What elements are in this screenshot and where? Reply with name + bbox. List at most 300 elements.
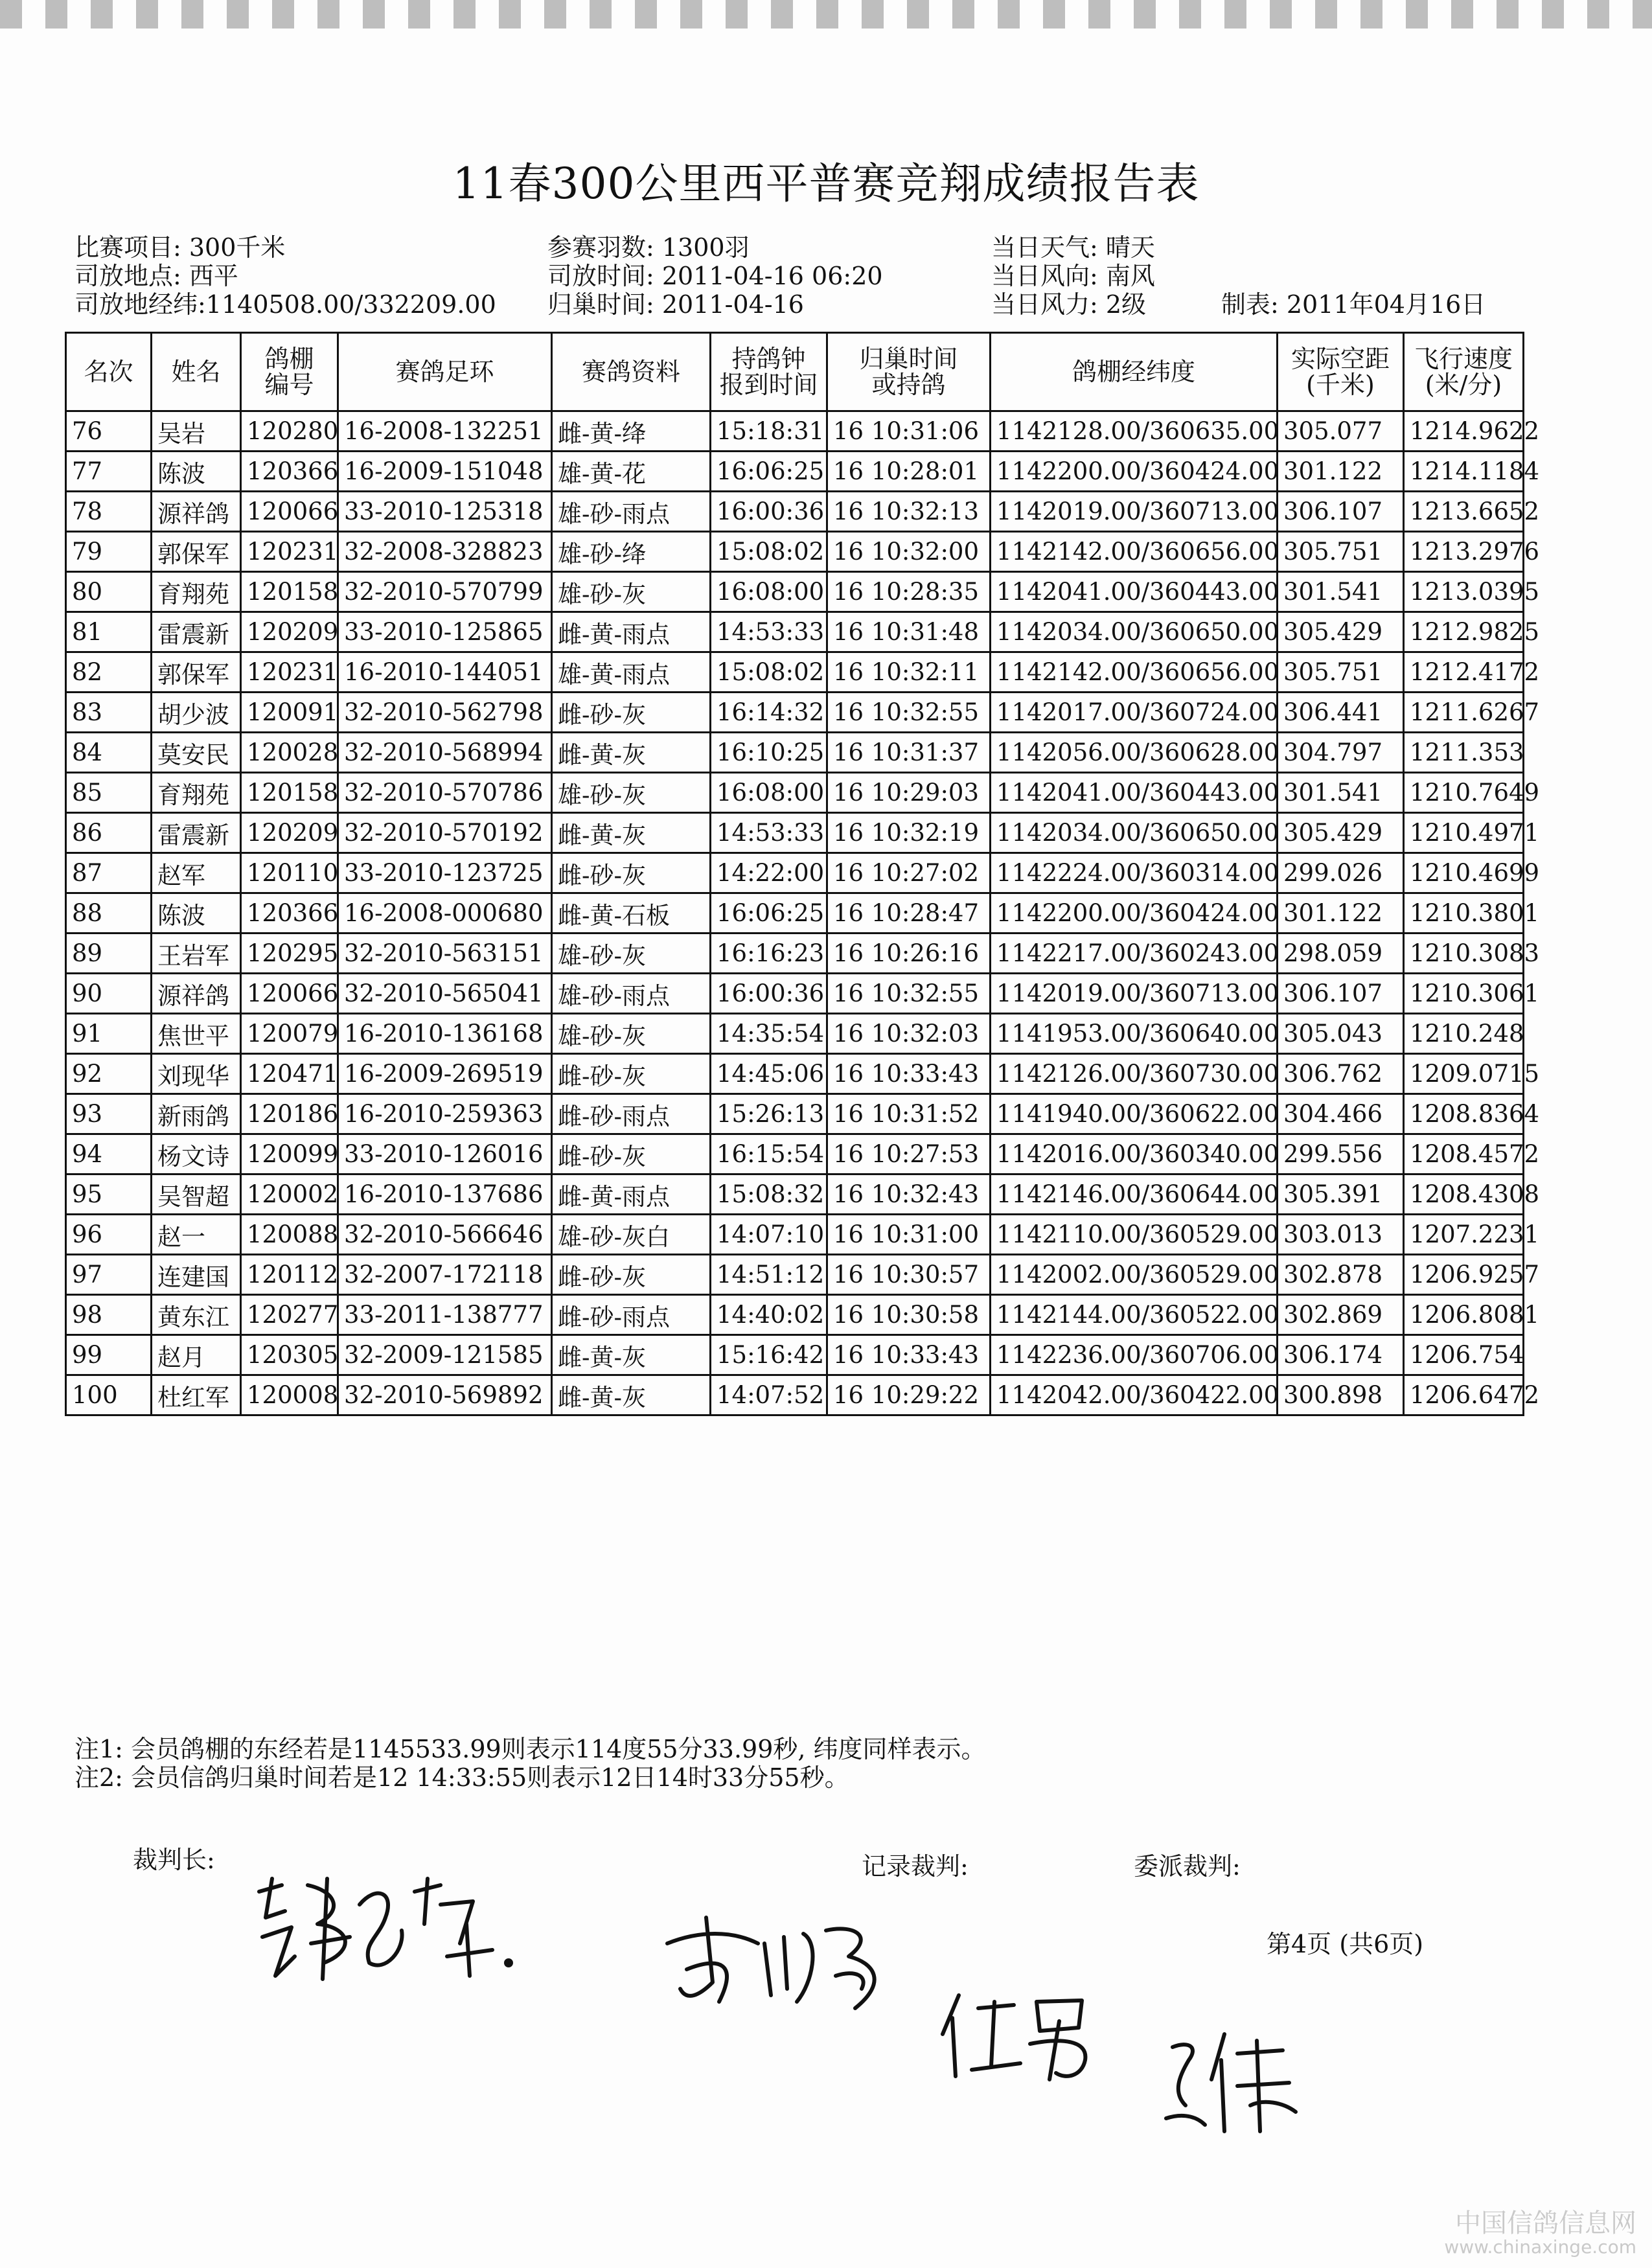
table-cell: 304.466 (1278, 1094, 1404, 1134)
info-release-coords: 司放地经纬:1140508.00/332209.00 (75, 290, 496, 319)
table-cell: 306.441 (1278, 693, 1404, 733)
table-cell: 120008 (241, 1375, 338, 1415)
table-cell: 32-2010-570786 (338, 773, 552, 813)
table-cell: 16 10:32:55 (827, 693, 991, 733)
table-cell: 120366 (241, 452, 338, 492)
table-cell: 92 (66, 1054, 152, 1094)
table-cell: 16 10:29:22 (827, 1375, 991, 1415)
table-cell: 雌-黄-雨点 (552, 1174, 711, 1215)
table-cell: 301.541 (1278, 773, 1404, 813)
table-cell: 120209 (241, 813, 338, 853)
note-1: 注1: 会员鸽棚的东经若是1145533.99则表示114度55分33.99秒, 纬度同样表示。 (75, 1735, 986, 1763)
table-cell: 雌-砂-灰 (552, 1255, 711, 1295)
table-cell: 王岩军 (152, 934, 241, 974)
table-row (66, 452, 1524, 492)
table-cell: 14:53:33 (711, 813, 827, 853)
table-cell: 16 10:32:19 (827, 813, 991, 853)
table-cell: 16:08:00 (711, 572, 827, 612)
table-cell: 1142142.00/360656.00 (991, 532, 1278, 572)
table-cell: 赵军 (152, 853, 241, 893)
table-cell: 33-2010-126016 (338, 1134, 552, 1174)
table-cell: 83 (66, 693, 152, 733)
table-cell: 98 (66, 1295, 152, 1335)
table-cell: 120295 (241, 934, 338, 974)
table-cell: 120158 (241, 572, 338, 612)
table-cell: 80 (66, 572, 152, 612)
table-cell: 1214.9622 (1404, 411, 1524, 452)
table-cell: 雌-砂-灰 (552, 1054, 711, 1094)
table-cell: 305.429 (1278, 612, 1404, 652)
table-row (66, 773, 1524, 813)
column-header-line: 归巢时间 (859, 345, 958, 373)
column-header-line: 鸽棚经纬度 (1072, 358, 1195, 386)
table-row (66, 1094, 1524, 1134)
table-cell: 1207.2231 (1404, 1215, 1524, 1255)
table-cell: 1212.9825 (1404, 612, 1524, 652)
table-cell: 1142019.00/360713.00 (991, 492, 1278, 532)
table-cell: 16 10:32:55 (827, 974, 991, 1014)
table-row (66, 1335, 1524, 1375)
table-cell: 120091 (241, 693, 338, 733)
table-cell: 14:51:12 (711, 1255, 827, 1295)
table-cell: 雄-砂-灰 (552, 1014, 711, 1054)
table-cell: 雄-砂-灰 (552, 773, 711, 813)
table-cell: 32-2010-570192 (338, 813, 552, 853)
table-cell: 1206.6472 (1404, 1375, 1524, 1415)
table-cell: 16 10:31:52 (827, 1094, 991, 1134)
table-cell: 1213.6652 (1404, 492, 1524, 532)
table-cell: 16 10:27:53 (827, 1134, 991, 1174)
table-cell: 14:22:00 (711, 853, 827, 893)
table-cell: 16 10:32:13 (827, 492, 991, 532)
table-cell: 81 (66, 612, 152, 652)
table-cell: 16-2010-144051 (338, 652, 552, 693)
table-cell: 16-2010-136168 (338, 1014, 552, 1054)
table-cell: 1141940.00/360622.00 (991, 1094, 1278, 1134)
table-cell: 郭保军 (152, 532, 241, 572)
table-cell: 莫安民 (152, 733, 241, 773)
table-cell: 302.878 (1278, 1255, 1404, 1295)
table-cell: 305.077 (1278, 411, 1404, 452)
table-cell: 雌-砂-灰 (552, 853, 711, 893)
table-cell: 吴岩 (152, 411, 241, 452)
table-cell: 16:16:23 (711, 934, 827, 974)
column-header (152, 333, 241, 411)
table-cell: 16:00:36 (711, 974, 827, 1014)
table-cell: 16 10:28:35 (827, 572, 991, 612)
table-cell: 93 (66, 1094, 152, 1134)
table-header-row (66, 333, 1524, 411)
table-cell: 16 10:30:58 (827, 1295, 991, 1335)
table-row (66, 652, 1524, 693)
table-cell: 16 10:26:16 (827, 934, 991, 974)
table-row (66, 1375, 1524, 1415)
table-cell: 15:08:02 (711, 532, 827, 572)
table-cell: 雌-黄-灰 (552, 1335, 711, 1375)
table-cell: 32-2010-570799 (338, 572, 552, 612)
table-cell: 14:07:10 (711, 1215, 827, 1255)
info-event: 比赛项目: 300千米 (75, 233, 286, 262)
table-cell: 育翔苑 (152, 572, 241, 612)
table-cell: 87 (66, 853, 152, 893)
table-cell: 14:35:54 (711, 1014, 827, 1054)
watermark-url: www.chinaxinge.com (1444, 2236, 1636, 2258)
table-cell: 雄-砂-灰白 (552, 1215, 711, 1255)
table-cell: 1142142.00/360656.00 (991, 652, 1278, 693)
table-cell: 120079 (241, 1014, 338, 1054)
table-cell: 32-2010-565041 (338, 974, 552, 1014)
table-cell: 14:40:02 (711, 1295, 827, 1335)
scan-perforation-edge (0, 0, 1652, 29)
table-cell: 301.122 (1278, 893, 1404, 934)
table-cell: 1214.1184 (1404, 452, 1524, 492)
table-cell: 1142034.00/360650.00 (991, 813, 1278, 853)
table-cell: 1210.4699 (1404, 853, 1524, 893)
table-cell: 306.107 (1278, 974, 1404, 1014)
table-cell: 32-2009-121585 (338, 1335, 552, 1375)
table-cell: 90 (66, 974, 152, 1014)
watermark-site-name: 中国信鸽信息网 (1455, 2208, 1636, 2238)
table-row (66, 813, 1524, 853)
table-cell: 1206.9257 (1404, 1255, 1524, 1295)
table-cell: 88 (66, 893, 152, 934)
table-cell: 16-2008-000680 (338, 893, 552, 934)
table-cell: 16 10:32:00 (827, 532, 991, 572)
table-cell: 15:08:32 (711, 1174, 827, 1215)
table-row (66, 1014, 1524, 1054)
table-row (66, 532, 1524, 572)
table-cell: 32-2010-569892 (338, 1375, 552, 1415)
table-cell: 120002 (241, 1174, 338, 1215)
table-row (66, 693, 1524, 733)
table-cell: 刘现华 (152, 1054, 241, 1094)
table-cell: 雌-黄-雨点 (552, 612, 711, 652)
info-release-time: 司放时间: 2011-04-16 06:20 (547, 262, 883, 290)
column-header (1278, 333, 1404, 411)
table-cell: 15:16:42 (711, 1335, 827, 1375)
table-cell: 雌-砂-雨点 (552, 1094, 711, 1134)
table-cell: 1208.8364 (1404, 1094, 1524, 1134)
table-cell: 1142146.00/360644.00 (991, 1174, 1278, 1215)
info-return-time: 归巢时间: 2011-04-16 (547, 290, 804, 319)
info-prepared-date: 制表: 2011年04月16日 (1221, 290, 1486, 319)
table-cell: 32-2007-172118 (338, 1255, 552, 1295)
table-cell: 32-2010-563151 (338, 934, 552, 974)
table-cell: 1142110.00/360529.00 (991, 1215, 1278, 1255)
column-header-line: 或持鸽 (871, 371, 946, 399)
table-cell: 吴智超 (152, 1174, 241, 1215)
table-cell: 89 (66, 934, 152, 974)
table-cell: 郭保军 (152, 652, 241, 693)
table-cell: 120280 (241, 411, 338, 452)
table-cell: 299.556 (1278, 1134, 1404, 1174)
table-cell: 1213.2976 (1404, 532, 1524, 572)
table-cell: 16:10:25 (711, 733, 827, 773)
table-cell: 14:07:52 (711, 1375, 827, 1415)
column-header-line: 赛鸽足环 (395, 358, 494, 386)
table-cell: 33-2011-138777 (338, 1295, 552, 1335)
table-cell: 胡少波 (152, 693, 241, 733)
table-cell: 连建国 (152, 1255, 241, 1295)
table-cell: 黄东江 (152, 1295, 241, 1335)
table-cell: 雷震新 (152, 813, 241, 853)
table-cell: 32-2010-566646 (338, 1215, 552, 1255)
info-wind-direction: 当日风向: 南风 (991, 262, 1155, 290)
table-cell: 95 (66, 1174, 152, 1215)
page-number: 第4页 (共6页) (1267, 1930, 1424, 1958)
table-cell: 16 10:31:48 (827, 612, 991, 652)
table-cell: 16 10:32:11 (827, 652, 991, 693)
table-cell: 306.762 (1278, 1054, 1404, 1094)
table-cell: 雌-黄-绛 (552, 411, 711, 452)
table-cell: 299.026 (1278, 853, 1404, 893)
table-cell: 120110 (241, 853, 338, 893)
table-cell: 1142200.00/360424.00 (991, 893, 1278, 934)
table-cell: 雌-砂-雨点 (552, 1295, 711, 1335)
column-header-line: 报到时间 (719, 371, 818, 399)
table-cell: 120231 (241, 532, 338, 572)
table-cell: 96 (66, 1215, 152, 1255)
table-cell: 1142042.00/360422.00 (991, 1375, 1278, 1415)
table-cell: 16 10:31:06 (827, 411, 991, 452)
table-row (66, 934, 1524, 974)
table-cell: 1211.353 (1404, 733, 1524, 773)
signature-chief (246, 1866, 557, 1989)
table-row (66, 1054, 1524, 1094)
table-cell: 雄-砂-灰 (552, 572, 711, 612)
table-cell: 32-2010-568994 (338, 733, 552, 773)
column-header (338, 333, 552, 411)
table-cell: 301.541 (1278, 572, 1404, 612)
table-cell: 16-2008-132251 (338, 411, 552, 452)
table-cell: 120231 (241, 652, 338, 693)
table-cell: 雌-砂-灰 (552, 693, 711, 733)
table-row (66, 733, 1524, 773)
column-header-line: (米/分) (1425, 371, 1502, 399)
table-cell: 120209 (241, 612, 338, 652)
column-header (711, 333, 827, 411)
table-cell: 赵一 (152, 1215, 241, 1255)
table-cell: 305.429 (1278, 813, 1404, 853)
table-row (66, 1255, 1524, 1295)
table-cell: 雄-砂-绛 (552, 532, 711, 572)
signature-record-2 (933, 1982, 1101, 2086)
table-cell: 1142019.00/360713.00 (991, 974, 1278, 1014)
table-row (66, 1174, 1524, 1215)
table-cell: 焦世平 (152, 1014, 241, 1054)
table-cell: 16:14:32 (711, 693, 827, 733)
table-cell: 120028 (241, 733, 338, 773)
table-cell: 94 (66, 1134, 152, 1174)
table-cell: 91 (66, 1014, 152, 1054)
table-cell: 16-2009-269519 (338, 1054, 552, 1094)
table-row (66, 612, 1524, 652)
table-cell: 120158 (241, 773, 338, 813)
table-cell: 300.898 (1278, 1375, 1404, 1415)
table-body (66, 411, 1540, 1415)
column-header (552, 333, 711, 411)
column-header (1404, 333, 1524, 411)
table-cell: 305.751 (1278, 532, 1404, 572)
table-row (66, 1215, 1524, 1255)
table-cell: 16-2010-137686 (338, 1174, 552, 1215)
table-cell: 杜红军 (152, 1375, 241, 1415)
table-cell: 14:53:33 (711, 612, 827, 652)
table-cell: 16:06:25 (711, 452, 827, 492)
table-cell: 16 10:32:03 (827, 1014, 991, 1054)
table-cell: 1142016.00/360340.00 (991, 1134, 1278, 1174)
table-cell: 16 10:27:02 (827, 853, 991, 893)
info-entries: 参赛羽数: 1300羽 (547, 233, 750, 262)
table-cell: 120471 (241, 1054, 338, 1094)
chief-referee-label: 裁判长: (133, 1846, 215, 1874)
info-wind-force: 当日风力: 2级 (991, 290, 1147, 319)
table-cell: 32-2008-328823 (338, 532, 552, 572)
table-cell: 雄-砂-雨点 (552, 492, 711, 532)
table-cell: 77 (66, 452, 152, 492)
table-row (66, 492, 1524, 532)
table-cell: 杨文诗 (152, 1134, 241, 1174)
table-cell: 302.869 (1278, 1295, 1404, 1335)
info-weather: 当日天气: 晴天 (991, 233, 1155, 262)
table-cell: 1142217.00/360243.00 (991, 934, 1278, 974)
table-cell: 雌-黄-灰 (552, 1375, 711, 1415)
table-cell: 1142041.00/360443.00 (991, 773, 1278, 813)
column-header-line: 飞行速度 (1414, 345, 1513, 373)
table-cell: 雌-黄-灰 (552, 733, 711, 773)
table-cell: 1142002.00/360529.00 (991, 1255, 1278, 1295)
table-cell: 120277 (241, 1295, 338, 1335)
appointed-referee-label: 委派裁判: (1134, 1852, 1241, 1881)
table-cell: 1141953.00/360640.00 (991, 1014, 1278, 1054)
table-row (66, 853, 1524, 893)
table-cell: 32-2010-562798 (338, 693, 552, 733)
table-cell: 305.391 (1278, 1174, 1404, 1215)
table-cell: 赵月 (152, 1335, 241, 1375)
note-2: 注2: 会员信鸽归巢时间若是12 14:33:55则表示12日14时33分55秒。 (75, 1763, 849, 1792)
table-cell: 33-2010-123725 (338, 853, 552, 893)
table-cell: 雄-黄-花 (552, 452, 711, 492)
table-cell: 雌-黄-灰 (552, 813, 711, 853)
table-row (66, 974, 1524, 1014)
table-row (66, 1134, 1524, 1174)
results-table (65, 332, 1540, 1416)
table-cell: 1212.4172 (1404, 652, 1524, 693)
column-header-line: (千米) (1306, 371, 1375, 399)
table-cell: 33-2010-125865 (338, 612, 552, 652)
table-cell: 79 (66, 532, 152, 572)
table-cell: 陈波 (152, 452, 241, 492)
table-cell: 84 (66, 733, 152, 773)
record-referee-label: 记录裁判: (862, 1852, 969, 1881)
table-cell: 120305 (241, 1335, 338, 1375)
table-cell: 雌-砂-灰 (552, 1134, 711, 1174)
column-header-line: 持鸽钟 (731, 345, 806, 373)
table-cell: 1142034.00/360650.00 (991, 612, 1278, 652)
table-row (66, 893, 1524, 934)
table-row (66, 411, 1524, 452)
table-cell: 1210.248 (1404, 1014, 1524, 1054)
info-release-site: 司放地点: 西平 (75, 262, 238, 290)
table-cell: 120099 (241, 1134, 338, 1174)
table-cell: 16:15:54 (711, 1134, 827, 1174)
column-header-line: 名次 (84, 358, 133, 386)
table-cell: 1206.754 (1404, 1335, 1524, 1375)
table-cell: 新雨鸽 (152, 1094, 241, 1134)
table-cell: 16 10:29:03 (827, 773, 991, 813)
table-cell: 1213.0395 (1404, 572, 1524, 612)
table-cell: 305.751 (1278, 652, 1404, 693)
table-cell: 120088 (241, 1215, 338, 1255)
table-cell: 120066 (241, 492, 338, 532)
table-cell: 1142128.00/360635.00 (991, 411, 1278, 452)
table-cell: 305.043 (1278, 1014, 1404, 1054)
table-cell: 1142056.00/360628.00 (991, 733, 1278, 773)
column-header (827, 333, 991, 411)
column-header-line: 赛鸽资料 (581, 358, 680, 386)
table-cell: 16-2009-151048 (338, 452, 552, 492)
table-cell: 1142144.00/360522.00 (991, 1295, 1278, 1335)
table-cell: 1208.4572 (1404, 1134, 1524, 1174)
column-header-line: 实际空距 (1291, 345, 1390, 373)
table-cell: 120186 (241, 1094, 338, 1134)
table-cell: 源祥鸽 (152, 492, 241, 532)
table-cell: 301.122 (1278, 452, 1404, 492)
table-cell: 85 (66, 773, 152, 813)
table-cell: 16 10:32:43 (827, 1174, 991, 1215)
table-cell: 16-2010-259363 (338, 1094, 552, 1134)
column-header-line: 姓名 (171, 358, 221, 386)
table-cell: 16 10:33:43 (827, 1054, 991, 1094)
table-cell: 120366 (241, 893, 338, 934)
table-cell: 雄-砂-雨点 (552, 974, 711, 1014)
table-cell: 1208.4308 (1404, 1174, 1524, 1215)
table-row (66, 572, 1524, 612)
table-cell: 76 (66, 411, 152, 452)
table-cell: 78 (66, 492, 152, 532)
table-cell: 1210.3083 (1404, 934, 1524, 974)
table-cell: 82 (66, 652, 152, 693)
table-cell: 陈波 (152, 893, 241, 934)
table-cell: 15:26:13 (711, 1094, 827, 1134)
report-title: 11春300公里西平普赛竞翔成绩报告表 (452, 159, 1200, 209)
table-cell: 14:45:06 (711, 1054, 827, 1094)
table-cell: 1142236.00/360706.00 (991, 1335, 1278, 1375)
table-cell: 1210.7649 (1404, 773, 1524, 813)
table-cell: 16 10:31:37 (827, 733, 991, 773)
table-cell: 16 10:28:47 (827, 893, 991, 934)
table-cell: 1210.4971 (1404, 813, 1524, 853)
table-cell: 120112 (241, 1255, 338, 1295)
table-cell: 15:08:02 (711, 652, 827, 693)
table-cell: 1210.3801 (1404, 893, 1524, 934)
table-cell: 1142041.00/360443.00 (991, 572, 1278, 612)
table-cell: 1142017.00/360724.00 (991, 693, 1278, 733)
signature-appointed (1160, 2021, 1315, 2138)
signature-record-1 (661, 1905, 901, 2034)
table-cell: 雌-黄-石板 (552, 893, 711, 934)
table-cell: 33-2010-125318 (338, 492, 552, 532)
table-cell: 育翔苑 (152, 773, 241, 813)
table-cell: 298.059 (1278, 934, 1404, 974)
table-cell: 雷震新 (152, 612, 241, 652)
column-header-line: 编号 (264, 371, 314, 399)
table-cell: 16 10:30:57 (827, 1255, 991, 1295)
column-header-line: 鸽棚 (264, 345, 314, 373)
table-cell: 1206.8081 (1404, 1295, 1524, 1335)
table-cell: 306.174 (1278, 1335, 1404, 1375)
table-cell: 源祥鸽 (152, 974, 241, 1014)
